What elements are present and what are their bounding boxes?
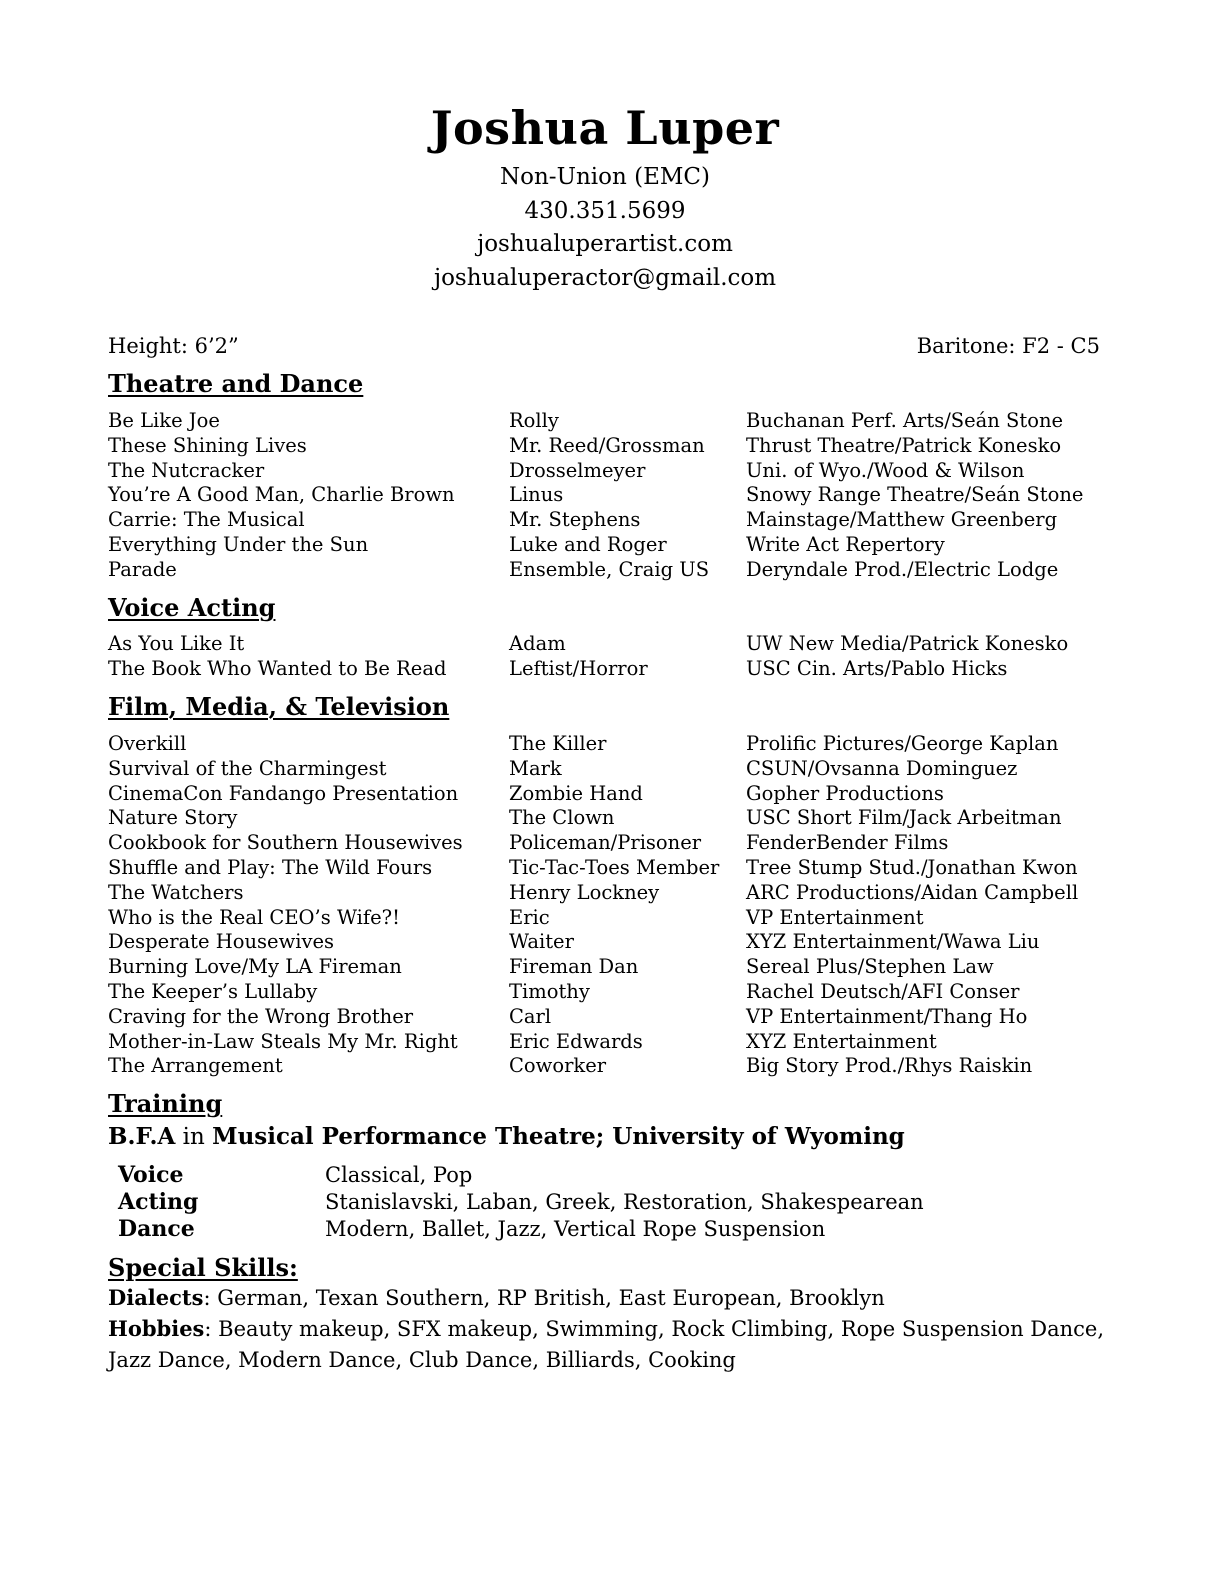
training-value: Modern, Ballet, Jazz, Vertical Rope Suspension (325, 1217, 826, 1241)
credit-row (108, 533, 1098, 558)
credit-row (108, 806, 1098, 831)
credit-title: Survival of the Charmingest (108, 756, 387, 780)
degree-in: in (175, 1124, 213, 1150)
credit-role: Timothy (509, 979, 590, 1003)
credit-company: UW New Media/Patrick Konesko (746, 632, 1069, 655)
credit-row (108, 508, 1098, 533)
credit-row (108, 980, 1098, 1005)
credit-title: The Book Who Wanted to Be Read (108, 656, 447, 680)
hobbies-value: : Beauty makeup, SFX makeup, Swimming, Rock Climbing, Rope Suspension Dance, Jazz Dance, Modern Dance, Club Dance, Billiards, Cooking (108, 1317, 1105, 1372)
credit-title: Everything Under the Sun (108, 532, 369, 556)
credit-title: The Nutcracker (108, 458, 265, 482)
credit-role: Waiter (509, 930, 574, 954)
credit-row (108, 657, 1098, 682)
credit-company: Rachel Deutsch/AFI Conser (746, 979, 1020, 1003)
credit-role: The Killer (509, 732, 607, 755)
credit-company: Thrust Theatre/Patrick Konesko (746, 433, 1062, 457)
credit-company: Sereal Plus/Stephen Law (746, 955, 994, 979)
union-status: Non-Union (EMC) (500, 164, 710, 190)
credit-role: Eric (509, 905, 550, 929)
credit-company: USC Short Film/Jack Arbeitman (746, 806, 1062, 830)
credit-role: Mr. Reed/Grossman (509, 433, 705, 457)
credit-row (108, 632, 1098, 657)
training-label: Acting (118, 1189, 199, 1215)
credit-role: Leftist/Horror (509, 656, 648, 680)
credit-title: Nature Story (108, 806, 238, 830)
credit-role: Carl (509, 1004, 552, 1028)
actor-name: Joshua Luper (430, 101, 780, 155)
credit-row (108, 881, 1098, 906)
section-title-film: Film, Media, & Television (108, 692, 450, 721)
email: joshualuperactor@gmail.com (433, 265, 777, 291)
credit-title: Who is the Real CEO’s Wife?! (108, 905, 400, 929)
credit-title: Burning Love/My LA Fireman (108, 955, 402, 979)
credit-row (108, 732, 1098, 757)
section-title-theatre: Theatre and Dance (108, 369, 364, 398)
credit-row (108, 459, 1098, 484)
credit-row (108, 434, 1098, 459)
credit-title: The Watchers (108, 880, 244, 904)
credit-title: The Arrangement (108, 1054, 283, 1078)
training-label: Voice (118, 1162, 184, 1188)
credit-title: Mother-in-Law Steals My Mr. Right (108, 1029, 458, 1053)
degree-abbrev: B.F.A (108, 1123, 176, 1150)
film-credits (108, 732, 1098, 1079)
credit-company: Gopher Productions (746, 781, 944, 805)
credit-title: You’re A Good Man, Charlie Brown (108, 483, 455, 507)
credit-title: Cookbook for Southern Housewives (108, 831, 463, 855)
credit-company: FenderBender Films (746, 831, 949, 855)
credit-title: These Shining Lives (108, 433, 307, 457)
credit-title: Parade (108, 557, 177, 581)
hobbies-label: Hobbies (108, 1316, 205, 1341)
voice-range: Baritone: F2 - C5 (916, 334, 1100, 358)
credit-role: Adam (509, 632, 566, 655)
credit-role: Ensemble, Craig US (509, 557, 710, 581)
credit-row (108, 1030, 1098, 1055)
credit-row (108, 831, 1098, 856)
phone-number: 430.351.5699 (524, 198, 686, 224)
credit-role: Tic-Tac-Toes Member (509, 855, 720, 879)
credit-title: Craving for the Wrong Brother (108, 1004, 414, 1028)
website: joshualuperartist.com (477, 231, 733, 257)
credit-title: Be Like Joe (108, 409, 220, 432)
credit-role: Mark (509, 756, 562, 780)
section-title-special-skills: Special Skills: (108, 1253, 298, 1282)
credit-row (108, 782, 1098, 807)
credit-role: The Clown (509, 806, 615, 830)
voice-credits (108, 632, 1098, 682)
dialects-line (108, 1282, 1108, 1314)
credit-title: Shuffle and Play: The Wild Fours (108, 855, 433, 879)
credit-title: CinemaCon Fandango Presentation (108, 781, 459, 805)
credit-row (108, 558, 1098, 583)
credit-title: Desperate Housewives (108, 930, 335, 954)
credit-row (108, 757, 1098, 782)
credit-company: Uni. of Wyo./Wood & Wilson (746, 458, 1025, 482)
section-title-training: Training (108, 1089, 223, 1118)
credit-row (108, 906, 1098, 931)
credit-row (108, 856, 1098, 881)
credit-role: Fireman Dan (509, 955, 639, 979)
credit-company: Big Story Prod./Rhys Raiskin (746, 1054, 1033, 1078)
credit-role: Mr. Stephens (509, 508, 641, 532)
credit-row (108, 1005, 1098, 1030)
dialects-value: : German, Texan Southern, RP British, East European, Brooklyn (203, 1286, 885, 1310)
credit-role: Drosselmeyer (509, 458, 646, 482)
credit-company: Prolific Pictures/George Kaplan (746, 732, 1059, 755)
credit-company: Mainstage/Matthew Greenberg (746, 508, 1058, 532)
credit-role: Zombie Hand (509, 781, 643, 805)
credit-title: As You Like It (108, 632, 245, 655)
credit-title: The Keeper’s Lullaby (108, 979, 318, 1003)
credit-company: VP Entertainment (746, 905, 924, 929)
degree-program: Musical Performance Theatre; University of Wyoming (212, 1123, 905, 1150)
credit-company: USC Cin. Arts/Pablo Hicks (746, 656, 1008, 680)
hobbies-line (108, 1313, 1108, 1376)
credit-row (108, 930, 1098, 955)
theatre-credits (108, 409, 1098, 583)
credit-role: Eric Edwards (509, 1029, 643, 1053)
credit-company: Tree Stump Stud./Jonathan Kwon (746, 855, 1078, 879)
credit-row (108, 1054, 1098, 1079)
credit-role: Linus (509, 483, 564, 507)
credit-title: Overkill (108, 732, 187, 755)
credit-company: Write Act Repertory (746, 532, 945, 556)
credit-role: Rolly (509, 409, 559, 432)
credit-company: XYZ Entertainment (746, 1029, 937, 1053)
credit-company: Deryndale Prod./Electric Lodge (746, 557, 1059, 581)
section-title-voice: Voice Acting (108, 593, 276, 622)
height: Height: 6’2” (108, 334, 239, 358)
credit-row (108, 409, 1098, 434)
training-label: Dance (118, 1216, 195, 1242)
credit-role: Policeman/Prisoner (509, 831, 702, 855)
credit-company: ARC Productions/Aidan Campbell (746, 880, 1079, 904)
credit-role: Luke and Roger (509, 532, 667, 556)
credit-row (108, 483, 1098, 508)
degree-line (108, 1122, 905, 1152)
credit-row (108, 955, 1098, 980)
credit-company: Buchanan Perf. Arts/Seán Stone (746, 409, 1064, 432)
credit-company: VP Entertainment/Thang Ho (746, 1004, 1028, 1028)
dialects-label: Dialects (108, 1285, 204, 1310)
credit-company: Snowy Range Theatre/Seán Stone (746, 483, 1084, 507)
credit-role: Henry Lockney (509, 880, 660, 904)
training-value: Stanislavski, Laban, Greek, Restoration, Shakespearean (325, 1190, 924, 1214)
training-value: Classical, Pop (325, 1163, 473, 1187)
credit-role: Coworker (509, 1054, 607, 1078)
credit-company: CSUN/Ovsanna Dominguez (746, 756, 1018, 780)
credit-company: XYZ Entertainment/Wawa Liu (746, 930, 1040, 954)
credit-title: Carrie: The Musical (108, 508, 305, 532)
